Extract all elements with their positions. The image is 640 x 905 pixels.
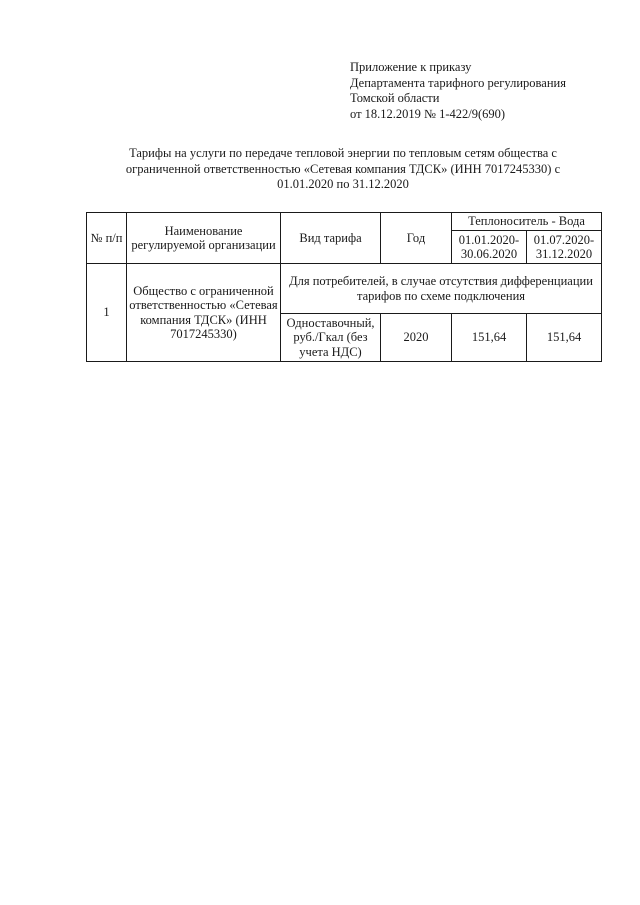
appendix-line-1: Приложение к приказу	[350, 60, 472, 74]
appendix-line-3: Томской области	[350, 91, 440, 105]
table-header-row	[87, 213, 602, 231]
cell-value-1: 151,64	[452, 314, 527, 362]
header-period-1: 01.01.2020-30.06.2020	[452, 231, 527, 264]
cell-tariff-type: Одноставочный, руб./Гкал (без учета НДС)	[281, 314, 381, 362]
cell-year: 2020	[381, 314, 452, 362]
appendix-header	[350, 60, 566, 122]
cell-org: Общество с ограниченной ответственностью «Сетевая компания ТДСК» (ИНН 7017245330)	[127, 264, 281, 362]
appendix-line-4: от 18.12.2019 № 1-422/9(690)	[350, 106, 506, 121]
table-row	[87, 264, 602, 314]
cell-num: 1	[87, 264, 127, 362]
header-period-2: 01.07.2020-31.12.2020	[527, 231, 602, 264]
header-num: № п/п	[87, 213, 127, 264]
header-carrier: Теплоноситель - Вода	[452, 213, 602, 231]
cell-value-2: 151,64	[527, 314, 602, 362]
cell-consumer-note: Для потребителей, в случае отсутствия дифференциации тарифов по схеме подключения	[281, 264, 602, 314]
appendix-line-2: Департамента тарифного регулирования	[350, 75, 566, 90]
tariff-table	[86, 212, 602, 362]
header-tariff-type: Вид тарифа	[281, 213, 381, 264]
header-org: Наименование регулируемой организации	[127, 213, 281, 264]
header-year: Год	[381, 213, 452, 264]
document-title: Тарифы на услуги по передаче тепловой энергии по тепловым сетям общества с ограниченной ответственностью «Сетевая компания ТДСК» (ИНН 7017245330) с 01.01.2020 по 31.12.2020	[125, 146, 561, 191]
